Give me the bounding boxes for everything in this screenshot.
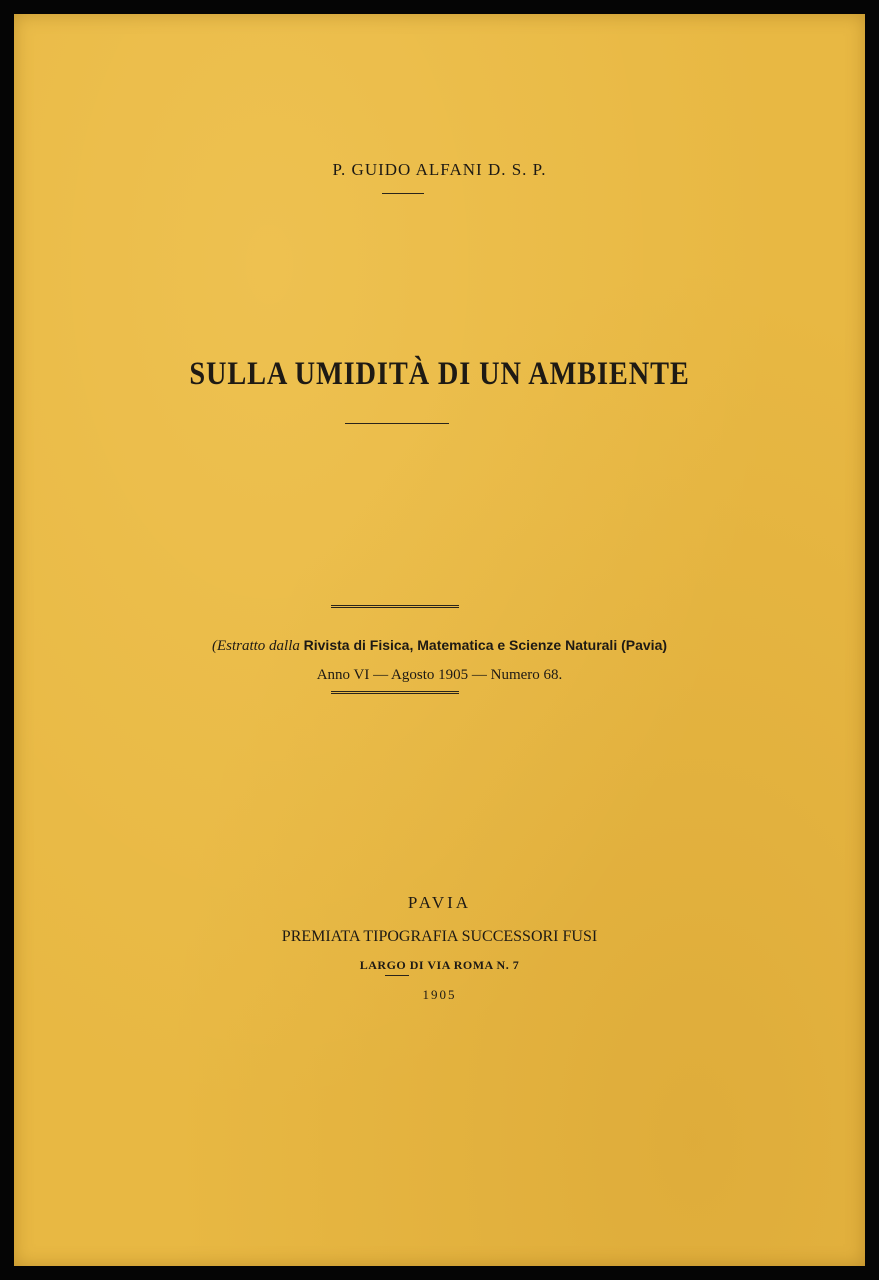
extract-prefix: (Estratto dalla xyxy=(211,638,304,654)
extract-citation xyxy=(14,636,865,655)
extract-bottom-divider xyxy=(331,691,459,694)
extract-top-divider xyxy=(331,605,459,608)
document-title: SULLA UMIDITÀ DI UN AMBIENTE xyxy=(189,356,690,392)
address-divider xyxy=(385,975,409,976)
printer-name: PREMIATA TIPOGRAFIA SUCCESSORI FUSI xyxy=(281,928,598,945)
publication-year: 1905 xyxy=(422,987,457,1002)
title-divider xyxy=(345,423,449,424)
printer-address: LARGO DI VIA ROMA N. 7 xyxy=(359,958,520,972)
issue-details: Anno VI — Agosto 1905 — Numero 68. xyxy=(316,667,563,683)
author-divider xyxy=(382,193,424,194)
publication-city: PAVIA xyxy=(407,893,472,912)
journal-name: Rivista di Fisica, Matematica e Scienze Naturali (Pavia) xyxy=(303,637,668,653)
author-name: P. GUIDO ALFANI D. S. P. xyxy=(332,160,547,179)
document-cover xyxy=(14,14,865,1266)
